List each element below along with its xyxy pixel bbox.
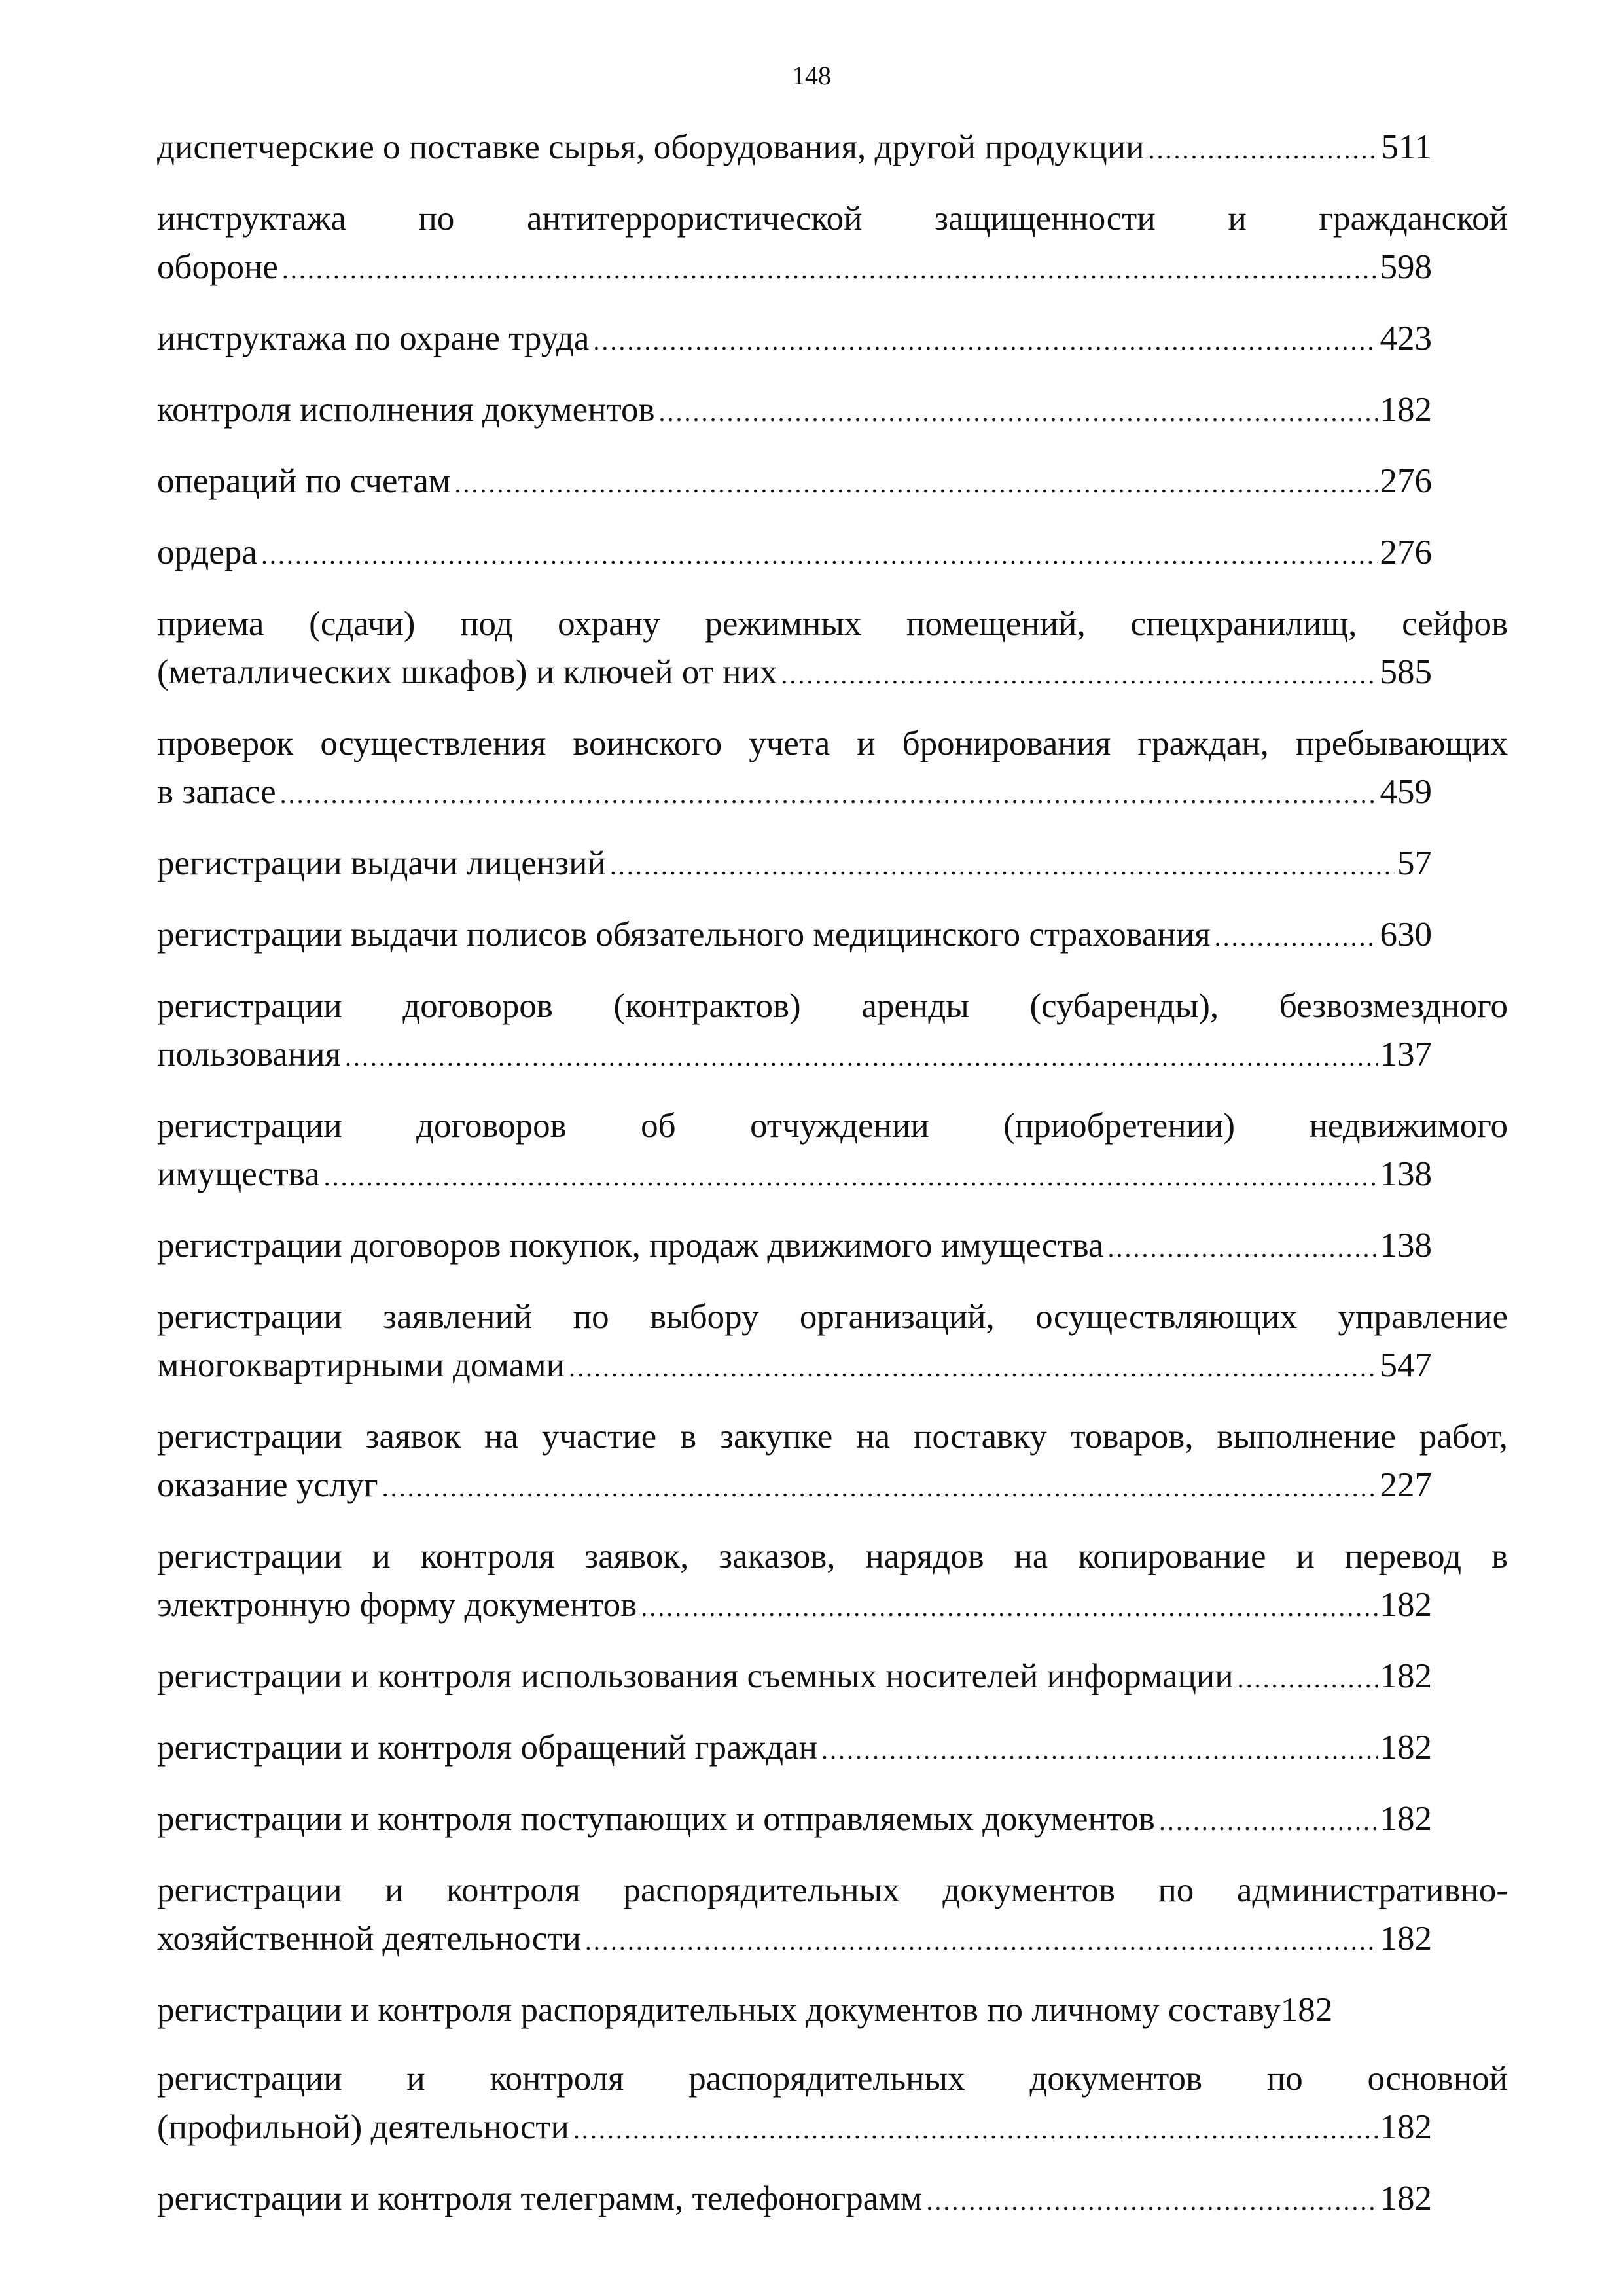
- entry-text: операций по счетам: [157, 462, 451, 500]
- page-number: 148: [792, 61, 831, 90]
- entry-text: регистрации выдачи полисов обязательного медицинского страхования: [157, 916, 1211, 954]
- index-entry: [157, 1221, 1508, 1272]
- entry-page-number: 182: [1280, 1991, 1333, 2029]
- index-entry: [157, 1652, 1508, 1703]
- entry-page-number: 547: [1380, 1346, 1432, 1384]
- dot-leader: [585, 1917, 1378, 1965]
- entry-text-line: регистрации и контроля заявок, заказов, нарядов на копирование и перевод в: [157, 1537, 1508, 1575]
- entry-text-line: проверок осуществления воинского учета и бронирования граждан, пребывающих: [157, 725, 1508, 762]
- entry-text: многоквартирными домами: [157, 1346, 565, 1384]
- index-entry: [157, 600, 1508, 699]
- entry-page-number: 138: [1380, 1155, 1432, 1193]
- entry-page-number: 459: [1380, 773, 1432, 811]
- entry-page-number: 137: [1380, 1035, 1432, 1073]
- index-entry: [157, 2174, 1508, 2225]
- entry-text-line: регистрации договоров (контрактов) аренды (субаренды), безвозмездного: [157, 987, 1508, 1025]
- index-entry: [157, 719, 1508, 819]
- entry-text: оказание услуг: [157, 1466, 378, 1504]
- index-entry: [157, 839, 1508, 890]
- entry-page-number: 182: [1380, 1586, 1432, 1624]
- entry-text: регистрации договоров покупок, продаж движимого имущества: [157, 1227, 1104, 1265]
- entry-text-line: регистрации заявок на участие в закупке на поставку товаров, выполнение работ,: [157, 1418, 1508, 1456]
- dot-leader: [261, 531, 1378, 579]
- entry-text: ордера: [157, 533, 257, 571]
- dot-leader: [573, 2106, 1378, 2154]
- dot-leader: [1107, 1224, 1377, 1272]
- entry-page-number: 182: [1380, 1657, 1432, 1695]
- dot-leader: [781, 651, 1377, 699]
- entry-text: регистрации выдачи лицензий: [157, 844, 606, 882]
- dot-leader: [569, 1344, 1378, 1392]
- entry-text: регистрации и контроля поступающих и отправляемых документов: [157, 1800, 1155, 1838]
- dot-leader: [382, 1463, 1378, 1512]
- entry-text: (профильной) деятельности: [157, 2108, 569, 2146]
- index-entry: [157, 982, 1508, 1081]
- entry-text: инструктажа по охране труда: [157, 319, 590, 357]
- entry-page-number: 57: [1397, 844, 1432, 882]
- entry-text-line: приема (сдачи) под охрану режимных помещений, спецхранилищ, сейфов: [157, 605, 1508, 643]
- index-entry: [157, 1986, 1508, 2034]
- dot-leader: [1238, 1655, 1378, 1703]
- dot-leader: [282, 245, 1378, 294]
- entry-text: электронную форму документов: [157, 1586, 637, 1624]
- index-entry: [157, 528, 1508, 579]
- entry-text: в запасе: [157, 773, 276, 811]
- entry-page-number: 276: [1380, 462, 1432, 500]
- dot-leader: [1215, 913, 1378, 961]
- entry-page-number: 585: [1380, 653, 1432, 691]
- entry-page-number: 182: [1380, 2179, 1432, 2217]
- index-entries: [157, 123, 1508, 2246]
- entry-text: (металлических шкафов) и ключей от них: [157, 653, 777, 691]
- index-entry: [157, 2054, 1508, 2154]
- dot-leader: [324, 1153, 1378, 1201]
- entry-text-line: регистрации и контроля распорядительных документов по административно-: [157, 1871, 1508, 1909]
- dot-leader: [926, 2177, 1377, 2225]
- entry-page-number: 182: [1380, 1729, 1432, 1767]
- dot-leader: [659, 388, 1378, 437]
- index-entry: [157, 1866, 1508, 1965]
- index-entry: [157, 1532, 1508, 1632]
- index-entry: [157, 386, 1508, 437]
- entry-text: хозяйственной деятельности: [157, 1920, 581, 1958]
- index-entry: [157, 1795, 1508, 1846]
- index-entry: [157, 1723, 1508, 1774]
- index-entry: [157, 123, 1508, 174]
- entry-page-number: 182: [1380, 391, 1432, 429]
- entry-page-number: 182: [1380, 2108, 1432, 2146]
- entry-page-number: 182: [1380, 1800, 1432, 1838]
- entry-page-number: 276: [1380, 533, 1432, 571]
- dot-leader: [454, 459, 1377, 508]
- dot-leader: [641, 1583, 1377, 1632]
- entry-page-number: 182: [1380, 1920, 1432, 1958]
- index-entry: [157, 194, 1508, 294]
- entry-text-line: регистрации и контроля распорядительных документов по основной: [157, 2060, 1508, 2098]
- index-entry: [157, 910, 1508, 961]
- dot-leader: [821, 1726, 1378, 1774]
- entry-text-line: инструктажа по антитеррористической защищенности и гражданской: [157, 200, 1508, 238]
- dot-leader: [1148, 126, 1378, 174]
- entry-text: диспетчерские о поставке сырья, оборудования, другой продукции: [157, 128, 1145, 166]
- entry-text-line: регистрации договоров об отчуждении (приобретении) недвижимого: [157, 1107, 1508, 1145]
- entry-text: пользования: [157, 1035, 341, 1073]
- dot-leader: [1159, 1797, 1378, 1846]
- entry-text: регистрации и контроля телеграмм, телефонограмм: [157, 2179, 923, 2217]
- entry-text: регистрации и контроля обращений граждан: [157, 1729, 817, 1767]
- entry-page-number: 630: [1380, 916, 1432, 954]
- entry-page-number: 138: [1380, 1227, 1432, 1265]
- index-entry: [157, 1412, 1508, 1512]
- entry-page-number: 598: [1380, 248, 1432, 286]
- dot-leader: [593, 317, 1377, 365]
- entry-text: регистрации и контроля распорядительных документов по личному составу: [157, 1991, 1281, 2029]
- index-entry: [157, 314, 1508, 365]
- index-entry: [157, 1293, 1508, 1392]
- index-entry: [157, 457, 1508, 508]
- entry-text: обороне: [157, 248, 278, 286]
- entry-text: контроля исполнения документов: [157, 391, 655, 429]
- dot-leader: [610, 842, 1395, 890]
- entry-text: регистрации и контроля использования съемных носителей информации: [157, 1657, 1234, 1695]
- entry-text: имущества: [157, 1155, 320, 1193]
- entry-text-line: регистрации заявлений по выбору организаций, осуществляющих управление: [157, 1298, 1508, 1336]
- dot-leader: [280, 770, 1378, 819]
- index-entry: [157, 1102, 1508, 1201]
- entry-page-number: 227: [1380, 1466, 1432, 1504]
- entry-page-number: 423: [1380, 319, 1432, 357]
- dot-leader: [345, 1033, 1378, 1081]
- entry-page-number: 511: [1381, 128, 1432, 166]
